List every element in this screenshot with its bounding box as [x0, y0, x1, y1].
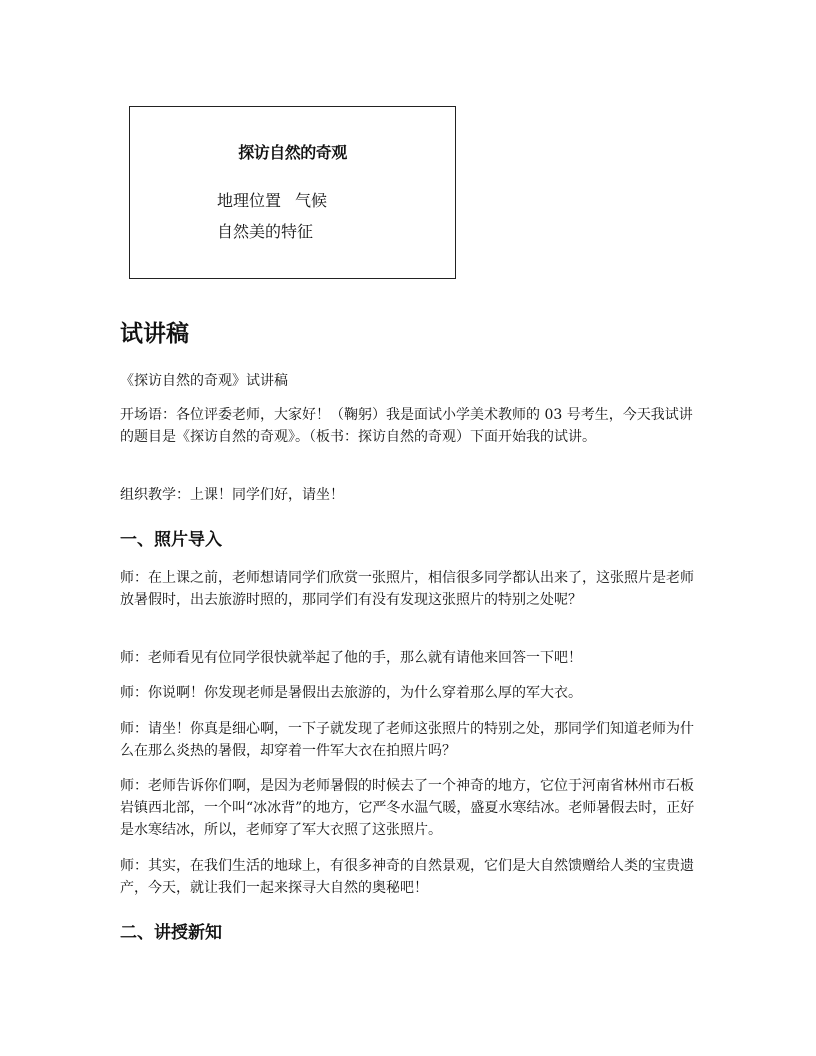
- paragraph-4: 师：请坐！你真是细心啊，一下子就发现了老师这张照片的特别之处，那同学们知道老师为什么在那么炎热的暑假，却穿着一件军大衣在拍照片吗？: [120, 721, 694, 759]
- paragraph-6: 师：其实，在我们生活的地球上，有很多神奇的自然景观，它们是大自然馈赠给人类的宝贵遗产，今天，就让我们一起来探寻大自然的奥秘吧！: [120, 858, 694, 896]
- organize-paragraph: 组织教学：上课！同学们好，请坐！: [120, 487, 344, 503]
- paragraph-5: 师：老师告诉你们啊，是因为老师暑假的时候去了一个神奇的地方，它位于河南省林州市石板岩镇西北部，一个叫“冰冰背”的地方，它严冬水温气暖，盛夏水寒结冰。老师暑假去时，正好是水寒结冰，所以，老师穿了军大衣照了这张照片。: [120, 778, 695, 838]
- document-subtitle: 《探访自然的奇观》试讲稿: [120, 373, 288, 389]
- blackboard-outline-box: [129, 106, 456, 279]
- board-line-1: [217, 188, 327, 211]
- board-title: 探访自然的奇观: [238, 143, 347, 162]
- board-line-2: 自然美的特征: [217, 222, 314, 241]
- opening-paragraph: 开场语：各位评委老师，大家好！（鞠躬）我是面试小学美术教师的 03 号考生，今天我试讲的题目是《探访自然的奇观》。（板书：探访自然的奇观）下面开始我的试讲。: [120, 407, 693, 445]
- paragraph-3: 师：你说啊！你发现老师是暑假出去旅游的，为什么穿着那么厚的军大衣。: [120, 685, 582, 701]
- board-item-location: 地理位置: [217, 191, 282, 210]
- document-title: 试讲稿: [120, 321, 189, 347]
- board-item-climate: 气候: [295, 191, 328, 210]
- paragraph-2: 师：老师看见有位同学很快就举起了他的手，那么就有请他来回答一下吧！: [120, 650, 582, 666]
- paragraph-1: 师：在上课之前，老师想请同学们欣赏一张照片，相信很多同学都认出来了，这张照片是老师放暑假时，出去旅游时照的，那同学们有没有发现这张照片的特别之处呢？: [120, 570, 694, 608]
- section-heading-2: 二、讲授新知: [120, 923, 222, 943]
- section-heading-1: 一、照片导入: [120, 530, 222, 550]
